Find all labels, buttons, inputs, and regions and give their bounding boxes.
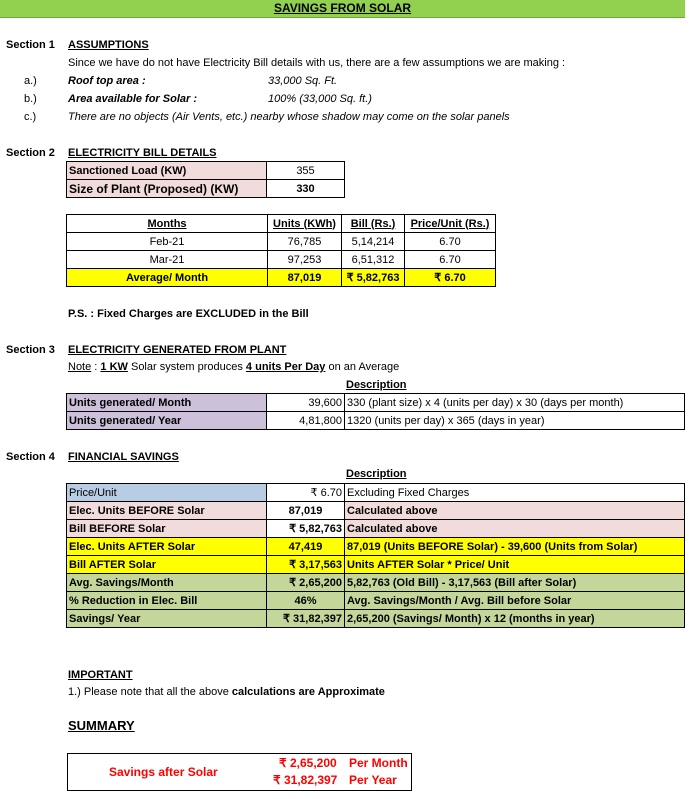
assumption-marker: c.) xyxy=(24,111,37,123)
row-description: Calculated above xyxy=(345,520,685,538)
section4-heading: FINANCIAL SAVINGS xyxy=(68,451,179,463)
bill-cell: 5,14,214 xyxy=(342,233,405,251)
load-value: 355 xyxy=(267,162,345,180)
section2-label: Section 2 xyxy=(6,147,55,159)
assumption-label: Area available for Solar : xyxy=(68,93,197,105)
row-value: ₹ 6.70 xyxy=(267,484,345,502)
row-description: 2,65,200 (Savings/ Month) x 12 (months in year) xyxy=(345,610,685,628)
summary-box xyxy=(67,753,412,791)
bill-row xyxy=(67,233,496,251)
row-label: Units generated/ Month xyxy=(67,394,267,412)
row-description: 5,82,763 (Old Bill) - 3,17,563 (Bill after Solar) xyxy=(345,574,685,592)
assumption-label: Roof top area : xyxy=(68,75,146,87)
financial-table xyxy=(66,483,685,628)
row-label: Savings/ Year xyxy=(67,610,267,628)
section3-note: Note : 1 KW Solar system produces 4 units Per Day on an Average xyxy=(68,361,400,373)
bill-cell: Average/ Month xyxy=(67,269,268,287)
bill-header: Bill (Rs.) xyxy=(342,215,405,233)
description-header: Description xyxy=(346,468,407,480)
section3-label: Section 3 xyxy=(6,344,55,356)
row-label: Price/Unit xyxy=(67,484,267,502)
row-description: 87,019 (Units BEFORE Solar) - 39,600 (Units from Solar) xyxy=(345,538,685,556)
load-value: 330 xyxy=(267,180,345,198)
assumption-text: There are no objects (Air Vents, etc.) nearby whose shadow may come on the solar panels xyxy=(68,111,510,123)
row-label: Elec. Units AFTER Solar xyxy=(67,538,267,556)
bill-header: Price/Unit (Rs.) xyxy=(405,215,496,233)
table-row xyxy=(67,556,685,574)
table-row xyxy=(67,412,685,430)
bill-cell: Mar-21 xyxy=(67,251,268,269)
bill-header: Months xyxy=(67,215,268,233)
row-value: ₹ 2,65,200 xyxy=(267,574,345,592)
section1-heading: ASSUMPTIONS xyxy=(68,39,149,51)
assumption-value: 100% (33,000 Sq. ft.) xyxy=(268,93,372,105)
table-row xyxy=(67,592,685,610)
bill-cell: ₹ 6.70 xyxy=(405,269,496,287)
important-text: 1.) Please note that all the above calculations are Approximate xyxy=(68,686,385,698)
section1-intro: Since we have do not have Electricity Bill details with us, there are a few assumptions we are making : xyxy=(68,57,566,69)
bill-header: Units (KWh) xyxy=(268,215,342,233)
table-row xyxy=(67,520,685,538)
assumption-marker: b.) xyxy=(24,93,37,105)
important-heading: IMPORTANT xyxy=(68,669,133,681)
row-label: Units generated/ Year xyxy=(67,412,267,430)
summary-label: Savings after Solar xyxy=(109,765,218,779)
row-value: 4,81,800 xyxy=(267,412,345,430)
row-description: Excluding Fixed Charges xyxy=(345,484,685,502)
assumption-marker: a.) xyxy=(24,75,37,87)
row-value: 39,600 xyxy=(267,394,345,412)
row-description: 1320 (units per day) x 365 (days in year) xyxy=(345,412,685,430)
table-row xyxy=(67,538,685,556)
section2-heading: ELECTRICITY BILL DETAILS xyxy=(68,147,217,159)
generation-table xyxy=(66,393,685,430)
load-table xyxy=(66,161,345,198)
row-description: 330 (plant size) x 4 (units per day) x 30 (days per month) xyxy=(345,394,685,412)
bill-average-row xyxy=(67,269,496,287)
bill-cell: 6,51,312 xyxy=(342,251,405,269)
page-title: SAVINGS FROM SOLAR xyxy=(0,0,685,18)
row-label: Avg. Savings/Month xyxy=(67,574,267,592)
load-label: Size of Plant (Proposed) (KW) xyxy=(67,180,267,198)
row-description: Units AFTER Solar * Price/ Unit xyxy=(345,556,685,574)
load-label: Sanctioned Load (KW) xyxy=(67,162,267,180)
table-row xyxy=(67,394,685,412)
row-label: Bill BEFORE Solar xyxy=(67,520,267,538)
summary-year-value: ₹ 31,82,397 xyxy=(273,773,338,787)
bill-cell: 6.70 xyxy=(405,251,496,269)
section1-label: Section 1 xyxy=(6,39,55,51)
row-value: 47,419 xyxy=(267,538,345,556)
bill-cell: 97,253 xyxy=(268,251,342,269)
summary-month-value: ₹ 2,65,200 xyxy=(279,756,337,770)
table-row xyxy=(67,610,685,628)
bill-table xyxy=(66,214,496,287)
section3-heading: ELECTRICITY GENERATED FROM PLANT xyxy=(68,344,287,356)
table-row xyxy=(67,502,685,520)
bill-row xyxy=(67,251,496,269)
bill-cell: ₹ 5,82,763 xyxy=(342,269,405,287)
bill-cell: 76,785 xyxy=(268,233,342,251)
row-value: ₹ 5,82,763 xyxy=(267,520,345,538)
row-value: 87,019 xyxy=(267,502,345,520)
description-header: Description xyxy=(346,379,407,391)
table-row xyxy=(67,574,685,592)
row-value: ₹ 3,17,563 xyxy=(267,556,345,574)
bill-cell: 87,019 xyxy=(268,269,342,287)
row-description: Calculated above xyxy=(345,502,685,520)
row-label: Bill AFTER Solar xyxy=(67,556,267,574)
row-label: % Reduction in Elec. Bill xyxy=(67,592,267,610)
row-label: Elec. Units BEFORE Solar xyxy=(67,502,267,520)
row-value: 46% xyxy=(267,592,345,610)
bill-cell: 6.70 xyxy=(405,233,496,251)
summary-month-unit: Per Month xyxy=(349,756,408,770)
assumption-value: 33,000 Sq. Ft. xyxy=(268,75,338,87)
section4-label: Section 4 xyxy=(6,451,55,463)
bill-cell: Feb-21 xyxy=(67,233,268,251)
table-row xyxy=(67,484,685,502)
summary-heading: SUMMARY xyxy=(68,718,135,733)
row-description: Avg. Savings/Month / Avg. Bill before Solar xyxy=(345,592,685,610)
row-value: ₹ 31,82,397 xyxy=(267,610,345,628)
ps-note: P.S. : Fixed Charges are EXCLUDED in the Bill xyxy=(68,308,309,320)
summary-year-unit: Per Year xyxy=(349,773,397,787)
